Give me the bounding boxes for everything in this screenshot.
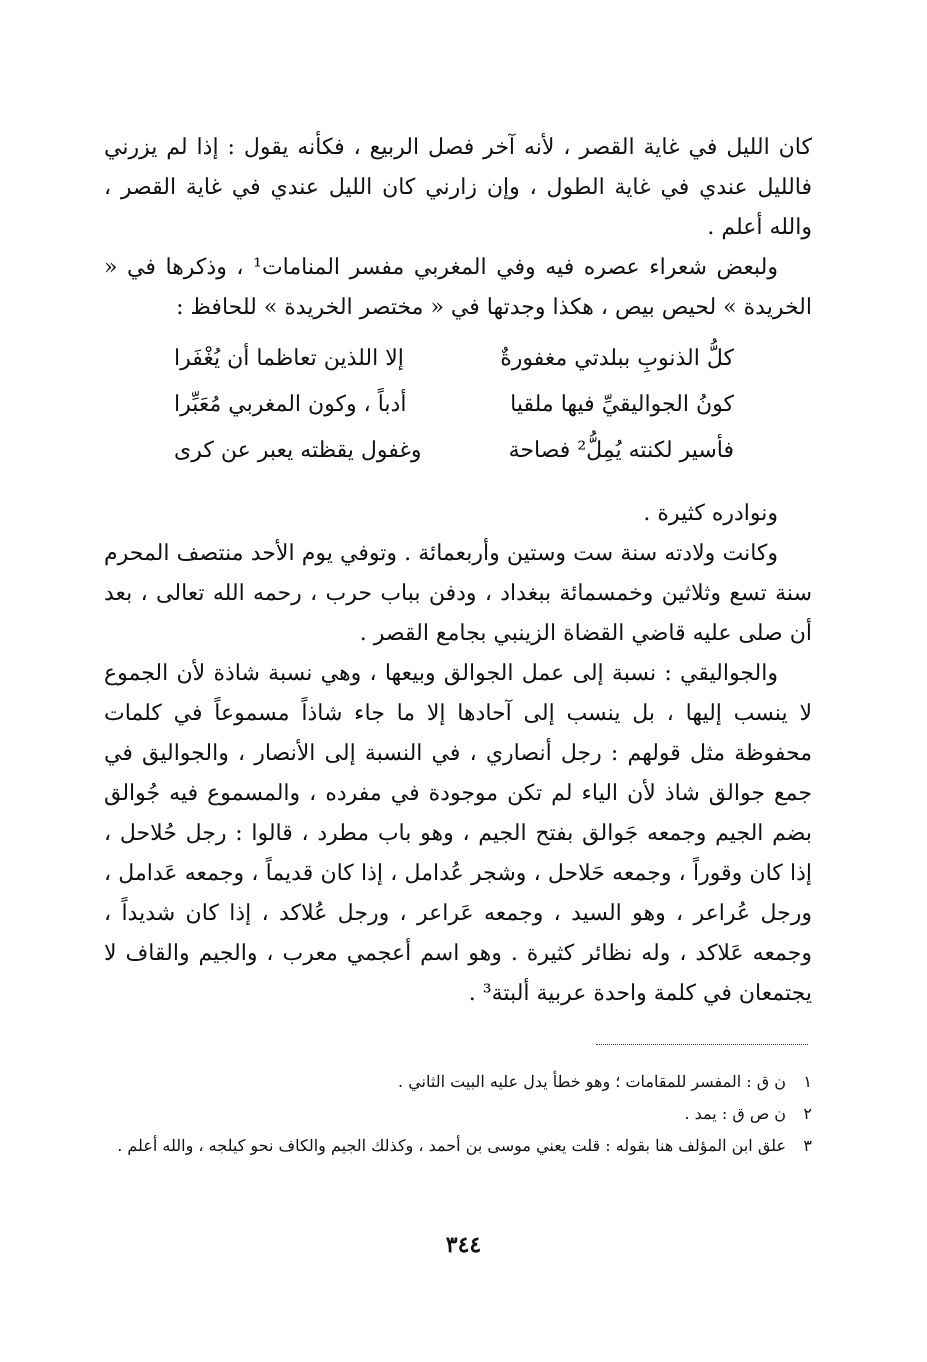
footnotes-section [104, 1066, 812, 1162]
verse-first-hemistich: كونُ الجواليقيِّ فيها ملقيا [510, 392, 734, 417]
footnote-text: ن ص ق : يمد . [684, 1104, 786, 1123]
main-text-block [104, 128, 812, 1014]
verse-second-hemistich: إلا اللذين تعاظما أن يُغْفَرا [174, 346, 404, 371]
poem-verses [174, 336, 734, 474]
footnote-text: ن ق : المفسر للمقامات ؛ وهو خطأ يدل عليه البيت الثاني . [398, 1072, 786, 1091]
paragraph-birth-death: وكانت ولادته سنة ست وستين وأربعمائة . وتوفي يوم الأحد منتصف المحرم سنة تسع وثلاثين وخمسمائة ببغداد ، ودفن بباب حرب ، رحمه الله تعالى ، بعد أن صلى عليه قاضي القضاة الزينبي بجامع القصر . [104, 541, 812, 646]
footnote-item [104, 1098, 812, 1130]
verse-line [174, 382, 734, 428]
footnote-number: ٣ [803, 1136, 812, 1155]
footnote-item [104, 1066, 812, 1098]
verse-line [174, 428, 734, 474]
verse-line [174, 336, 734, 382]
footnote-item [104, 1130, 812, 1162]
verse-first-hemistich: فأسير لكنته يُمِلُّ² فصاحة [508, 438, 734, 463]
paragraph-nisba: والجواليقي : نسبة إلى عمل الجوالق وبيعها ، وهي نسبة شاذة لأن الجموع لا ينسب إليها ، بل ينسب إلى آحادها إلا ما جاء شاذاً مسموعاً في كلمات محفوظة مثل قولهم : رجل أنصاري ، في النسبة إلى الأنصار ، والجواليق في جمع جوالق شاذ لأن الياء لم تكن موجودة في مفرده ، والمسموع فيه جُوالق بضم الجيم وجمعه جَوالق بفتح الجيم ، وهو باب مطرد ، قالوا : رجل حُلاحل ، إذا كان وقوراً ، وجمعه حَلاحل ، وشجر عُدامل ، إذا كان قديماً ، وجمعه عَدامل ، ورجل عُراعر ، وهو السيد ، وجمعه عَراعر ، ورجل عُلاكد ، إذا كان شديداً ، وجمعه عَلاكد ، وله نظائر كثيرة . وهو اسم أعجمي معرب ، والجيم والقاف لا يجتمعان في كلمة واحدة عربية ألبتة³ . [104, 661, 812, 1006]
footnote-text: علق ابن المؤلف هنا بقوله : قلت يعني موسى بن أحمد ، وكذلك الجيم والكاف نحو كيلجه ، والله أعلم . [117, 1136, 786, 1155]
footnote-number: ٢ [803, 1104, 812, 1123]
paragraph-anecdotes: ونوادره كثيرة . [643, 501, 778, 526]
paragraph-poetry-intro: ولبعض شعراء عصره فيه وفي المغربي مفسر المنامات¹ ، وذكرها في « الخريدة » لحيص بيص ، هكذا وجدتها في « مختصر الخريدة » للحافظ : [104, 255, 812, 320]
verse-first-hemistich: كلُّ الذنوبِ ببلدتي مغفورةٌ [500, 346, 734, 371]
paragraph-continued: كان الليل في غاية القصر ، لأنه آخر فصل الربيع ، فكأنه يقول : إذا لم يزرني فالليل عندي في غاية الطول ، وإن زارني كان الليل عندي في غاية القصر ، والله أعلم . [104, 135, 812, 240]
page-number: ٣٤٤ [445, 1232, 482, 1258]
footnote-separator [596, 1044, 808, 1045]
verse-second-hemistich: أدباً ، وكون المغربي مُعَبِّرا [174, 392, 407, 417]
verse-second-hemistich: وغفول يقظته يعبر عن كرى [174, 438, 422, 463]
footnote-number: ١ [803, 1072, 812, 1091]
